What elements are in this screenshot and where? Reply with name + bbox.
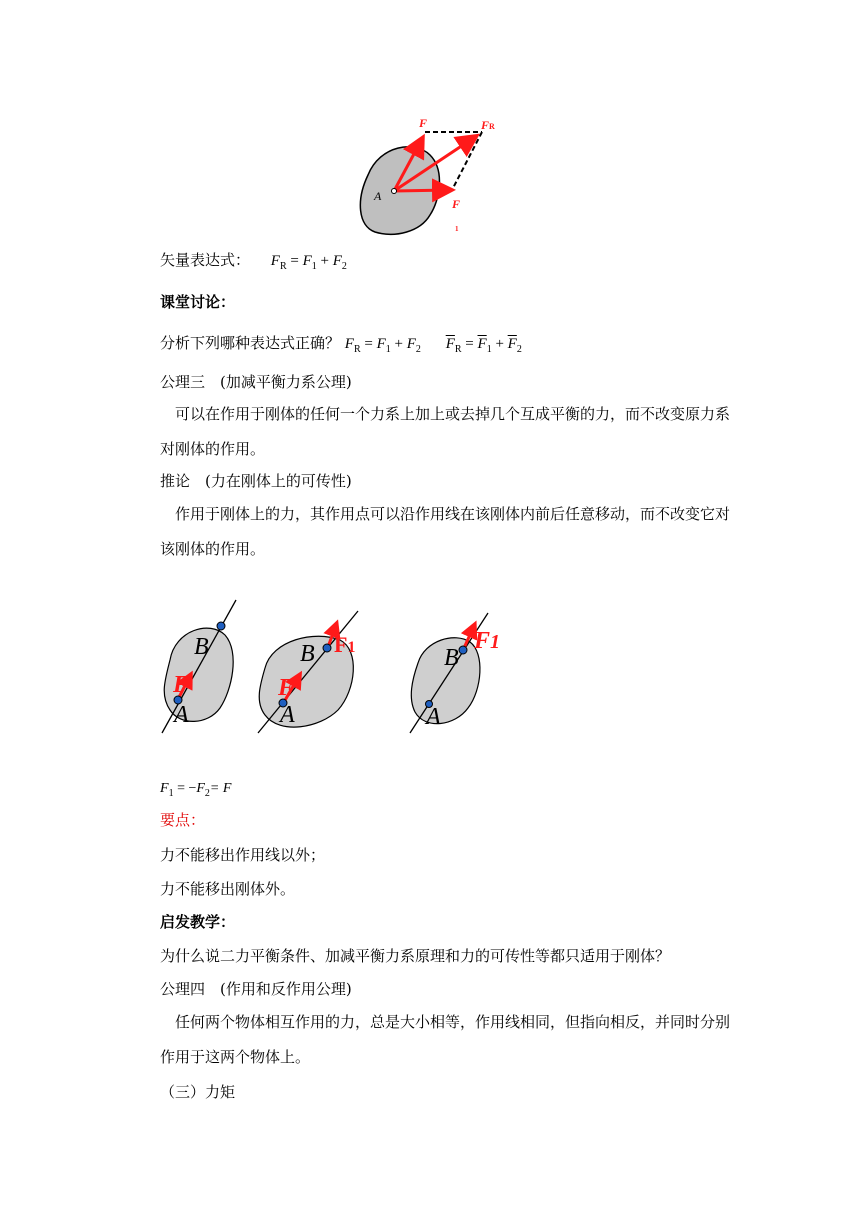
corollary-title: 推论 (力在刚体上的可传性) (160, 472, 352, 490)
vector-expression-line (160, 250, 347, 277)
enlighten-question: 为什么说二力平衡条件、加减平衡力系原理和力的可传性等都只适用于刚体？ (160, 947, 671, 965)
force-f1-arrow (394, 190, 450, 191)
label-b-2: B (300, 641, 315, 667)
label-a-3: A (426, 704, 441, 730)
key-points-heading: 要点： (160, 811, 206, 829)
label-f1-3: F1 (474, 628, 501, 654)
key-point-1: 力不能移出作用线以外； (160, 846, 326, 864)
label-a: A (374, 189, 382, 203)
label-f-right: F (452, 197, 461, 211)
label-f-top: F (419, 116, 428, 130)
label-f-1: F (173, 672, 190, 698)
enlighten-heading: 启发教学： (160, 913, 236, 931)
label-fr: FR (481, 118, 495, 132)
axiom3-text: 可以在作用于刚体的任何一个力系上加上或去掉几个互成平衡的力，而不改变原力系对刚体的作用。 (160, 405, 731, 458)
label-a-2: A (280, 702, 295, 728)
label-f1-2: F1 (334, 632, 356, 657)
axiom3-title: 公理三 (加减平衡力系公理) (160, 373, 352, 391)
parallelogram-figure (350, 110, 510, 240)
discussion-question: 分析下列哪种表达式正确？ (160, 334, 341, 352)
label-b-3: B (444, 645, 459, 671)
force-equation: $F_1 = -F_2= F$ (160, 781, 232, 799)
expression-vector: $\overline{F}_R = \overline{F}_1 + \overline{F}_2$ (445, 336, 522, 355)
corollary-text: 作用于刚体上的力，其作用点可以沿作用线在该刚体内前后任意移动，而不改变它对该刚体的作用。 (160, 505, 731, 558)
section-moment: （三）力矩 (160, 1083, 236, 1101)
body-1 (162, 600, 236, 733)
axiom4-text: 任何两个物体相互作用的力，总是大小相等，作用线相同，但指向相反，并同时分别作用于这两个物体上。 (160, 1013, 731, 1066)
point-a-dot (392, 189, 397, 194)
body-3 (410, 613, 500, 733)
axiom4-title: 公理四 (作用和反作用公理) (160, 980, 352, 998)
vector-expression-label: 矢量表达式： (160, 251, 251, 269)
vector-expression: $F_R = F_1 + F_2$ (270, 253, 347, 272)
body-2 (258, 611, 358, 733)
discussion-heading: 课堂讨论： (160, 293, 236, 311)
label-f-2: F (278, 675, 295, 701)
expression-scalar: $F_R = F_1 + F_2$ (344, 336, 421, 355)
label-f-right-sub: 1 (455, 225, 459, 233)
key-point-2: 力不能移出刚体外。 (160, 880, 296, 898)
label-b-1: B (194, 634, 209, 660)
transmissibility-figure (150, 595, 520, 740)
discussion-line (160, 333, 522, 360)
label-a-1: A (174, 702, 189, 728)
